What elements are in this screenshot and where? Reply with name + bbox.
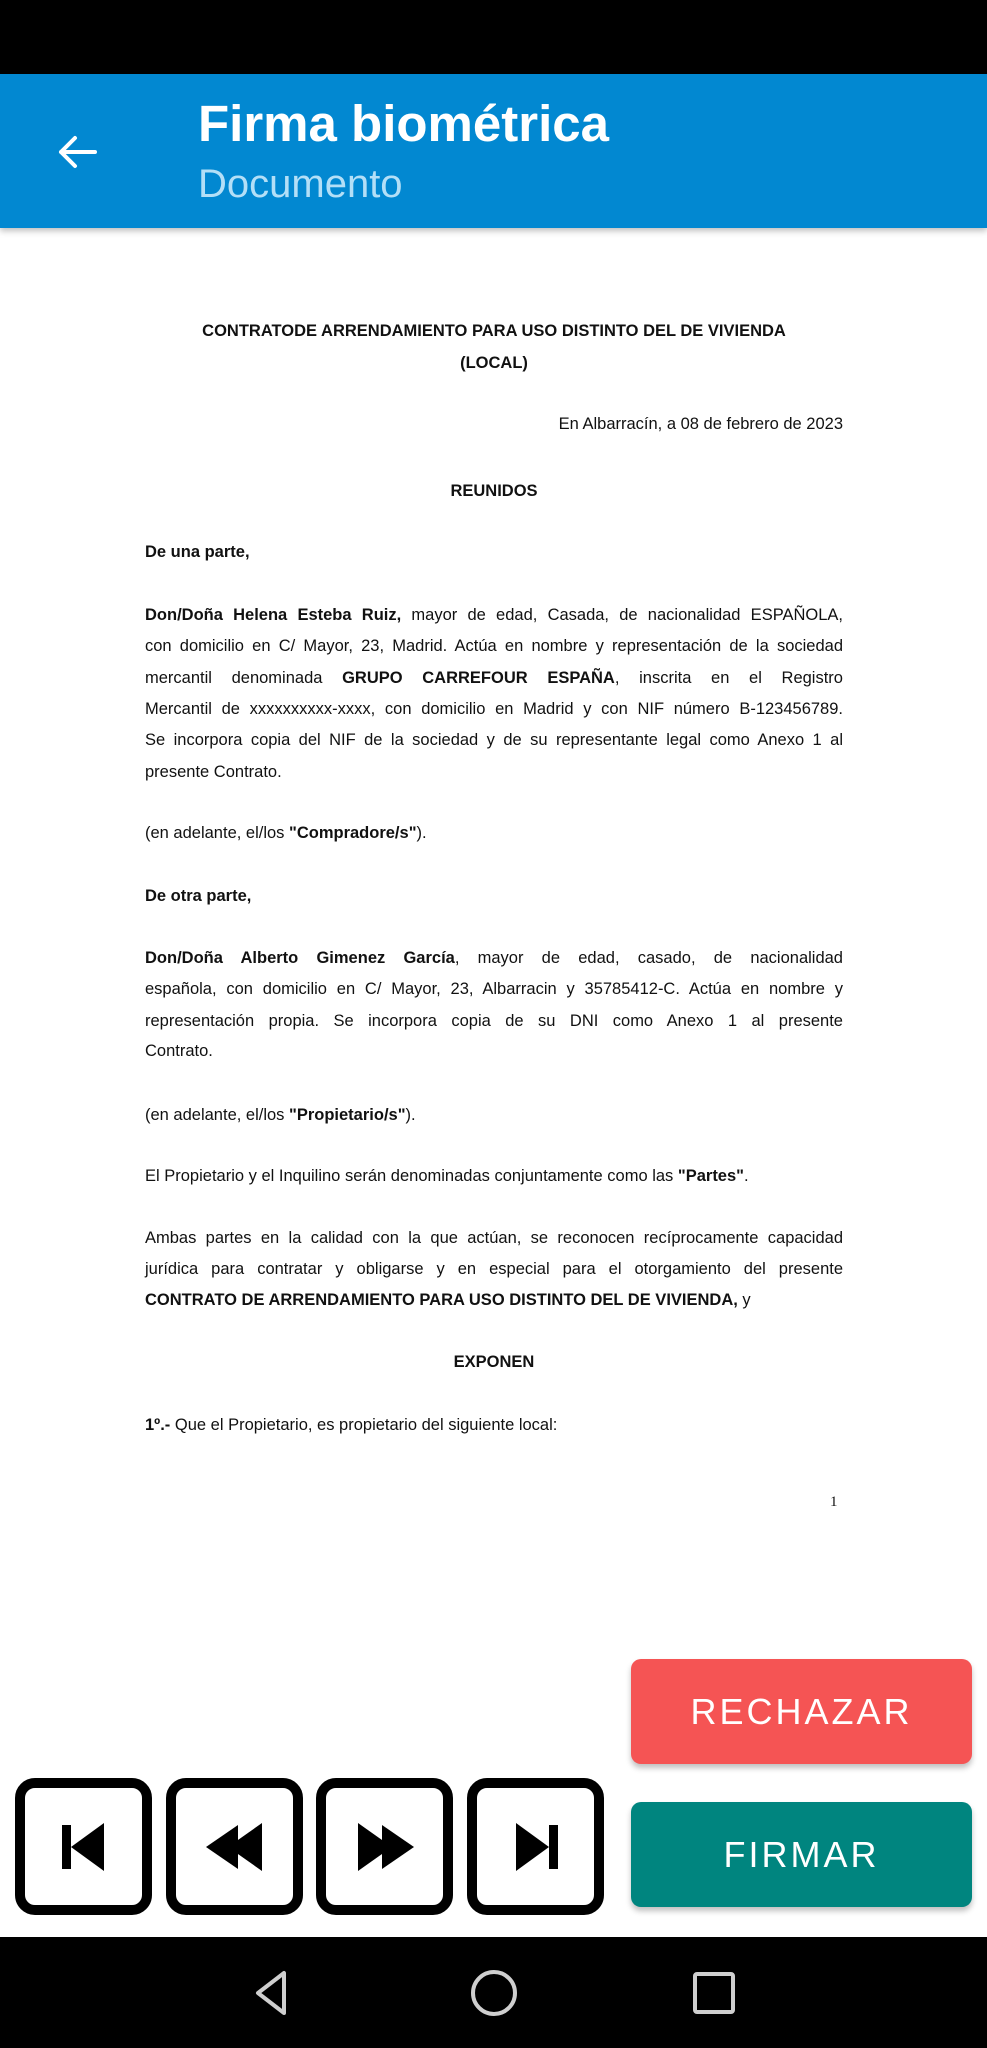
party2-line: española, con domicilio en C/ Mayor, 23, Albarracin y 35785412-C. Actúa en nombre y xyxy=(145,980,843,998)
last-page-button[interactable] xyxy=(467,1778,604,1915)
next-page-button[interactable] xyxy=(316,1778,453,1915)
status-bar xyxy=(0,0,987,74)
previous-page-button[interactable] xyxy=(166,1778,303,1915)
skip-to-first-icon xyxy=(54,1817,114,1877)
parties-definition xyxy=(145,1166,843,1186)
alias-text: ). xyxy=(405,1106,416,1124)
back-button[interactable] xyxy=(37,112,117,192)
party2-alias xyxy=(145,1105,843,1125)
contract-name: CONTRATO DE ARRENDAMIENTO PARA USO DISTINTO DEL DE VIVIENDA, xyxy=(145,1291,738,1309)
company-name: GRUPO CARREFOUR ESPAÑA xyxy=(342,669,615,687)
alias-term: "Propietario/s" xyxy=(289,1106,406,1124)
parties-text: El Propietario y el Inquilino serán denominadas conjuntamente como las xyxy=(145,1167,678,1185)
party1-line: Se incorpora copia del NIF de la sociedad y de su representante legal como Anexo 1 al xyxy=(145,731,843,749)
party1-line: con domicilio en C/ Mayor, 23, Madrid. Actúa en nombre y representación de la sociedad xyxy=(145,637,843,655)
party1-line: Mercantil de xxxxxxxxxx-xxxx, con domicilio en Madrid y con NIF número B-123456789. xyxy=(145,700,843,718)
party1-line-text: mercantil denominada xyxy=(145,669,343,687)
first-page-button[interactable] xyxy=(15,1778,152,1915)
document-title-line2: (LOCAL) xyxy=(460,354,528,372)
document-date: En Albarracín, a 08 de febrero de 2023 xyxy=(558,415,843,433)
party1-name: Don/Doña Helena Esteba Ruiz, xyxy=(145,606,402,624)
party2-heading: De otra parte, xyxy=(145,887,252,905)
party2-line: representación propia. Se incorpora copia de su DNI como Anexo 1 al presente xyxy=(145,1012,843,1030)
party1-line-text: mayor de edad, Casada, de nacionalidad ESPAÑOLA, xyxy=(401,606,844,624)
party1-line xyxy=(145,668,843,688)
clause-number: 1º.- xyxy=(145,1416,171,1434)
party2-line xyxy=(145,948,843,968)
alias-term: "Compradore/s" xyxy=(289,824,417,842)
rewind-icon xyxy=(202,1817,268,1877)
page-title: Firma biométrica xyxy=(198,95,609,152)
reject-button[interactable]: RECHAZAR xyxy=(631,1659,972,1764)
section-heading-exponen: EXPONEN xyxy=(453,1353,535,1371)
party2-name: Don/Doña Alberto Gimenez García xyxy=(145,949,455,967)
capacity-text: y xyxy=(737,1291,751,1309)
nav-back-icon[interactable] xyxy=(248,1967,300,2019)
party1-line: presente Contrato. xyxy=(145,763,282,781)
page-number: 1 xyxy=(830,1494,838,1510)
party1-heading: De una parte, xyxy=(145,543,250,561)
fast-forward-icon xyxy=(352,1817,418,1877)
page-subtitle: Documento xyxy=(198,162,403,206)
document-title-line1: CONTRATODE ARRENDAMIENTO PARA USO DISTINTO DEL DE VIVIENDA xyxy=(202,322,786,340)
app-bar xyxy=(0,74,987,228)
nav-recents-icon[interactable] xyxy=(688,1967,740,2019)
party1-alias xyxy=(145,823,843,843)
alias-text: ). xyxy=(416,824,427,842)
party1-line-text: , inscrita en el Registro xyxy=(614,669,843,687)
parties-text: . xyxy=(744,1167,749,1185)
clause-text: Que el Propietario, es propietario del siguiente local: xyxy=(170,1416,558,1434)
alias-text: (en adelante, el/los xyxy=(145,1106,290,1124)
nav-home-icon[interactable] xyxy=(468,1967,520,2019)
clause-1 xyxy=(145,1415,843,1435)
arrow-left-icon xyxy=(53,128,101,176)
sign-button[interactable]: FIRMAR xyxy=(631,1802,972,1907)
party1-line xyxy=(145,605,843,625)
alias-text: (en adelante, el/los xyxy=(145,824,290,842)
system-navigation-bar xyxy=(0,1937,987,2048)
capacity-line: jurídica para contratar y obligarse y en especial para el otorgamiento del presente xyxy=(145,1260,843,1278)
skip-to-last-icon xyxy=(506,1817,566,1877)
capacity-line xyxy=(145,1290,843,1310)
party2-line-text: , mayor de edad, casado, de nacionalidad xyxy=(454,949,843,967)
section-heading-reunidos: REUNIDOS xyxy=(450,482,538,500)
parties-term: "Partes" xyxy=(677,1167,744,1185)
capacity-line: Ambas partes en la calidad con la que actúan, se reconocen recíprocamente capacidad xyxy=(145,1229,843,1247)
party2-line: Contrato. xyxy=(145,1042,213,1060)
